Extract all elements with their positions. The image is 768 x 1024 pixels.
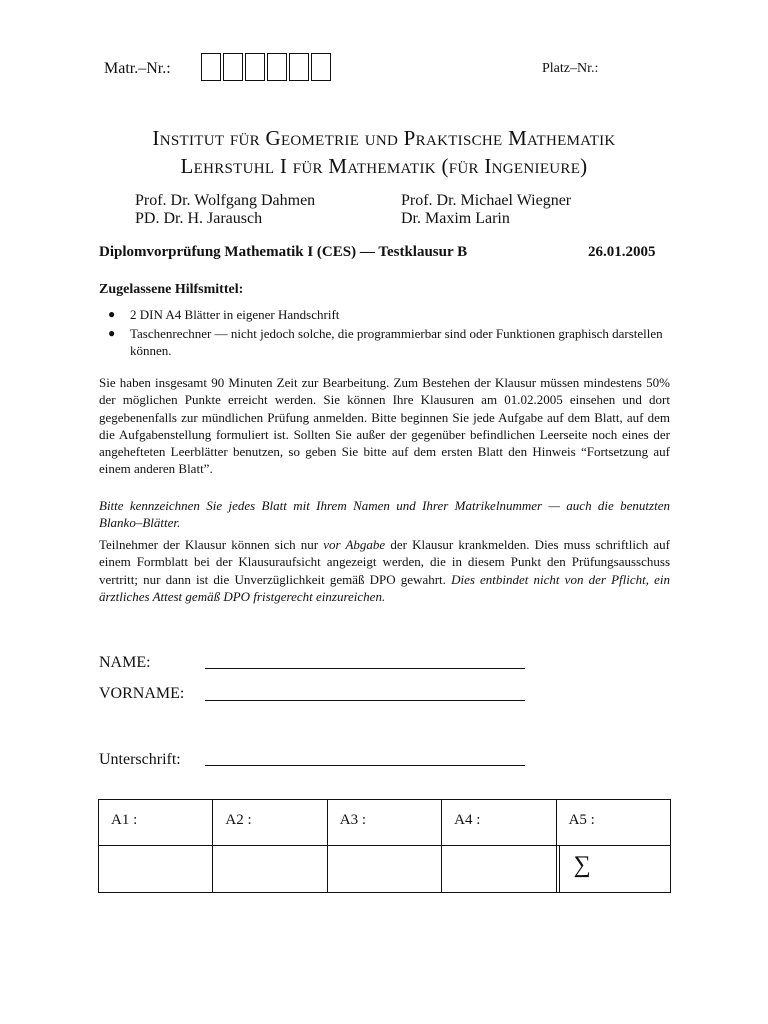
name-label: NAME: — [99, 654, 151, 671]
chair-title: Lehrstuhl I für Mathematik (für Ingenieure) — [180, 154, 588, 178]
table-row — [99, 800, 671, 846]
first-name-field[interactable] — [205, 700, 525, 701]
score-cell[interactable] — [213, 846, 327, 893]
professor-name: PD. Dr. H. Jarausch — [135, 210, 263, 227]
instructions-paragraph: Sie haben insgesamt 90 Minuten Zeit zur Bearbeitung. Zum Bestehen der Klausur müssen mindestens 50% der möglichen Punkte erreicht werden. Sie können Ihre Klausuren am 01.02.2005 einsehen und dort gegebenenfalls zur mündlichen Prüfung anmelden. Bitte beginnen Sie jede Aufgabe auf dem Blatt, auf dem die Aufgabenstellung formuliert ist. Sollten Sie außer der gegenüber befindlichen Leerseite noch eines der angehefteten Leerblätter benutzen, so geben Sie bitte auf dem ersten Blatt den Hinweis “Fortsetzung auf einem anderen Blatt”. — [99, 375, 670, 477]
score-header: A4 : — [442, 800, 556, 846]
aids-heading: Zugelassene Hilfsmittel: — [99, 282, 244, 297]
list-item-text: Taschenrechner — nicht jedoch solche, die programmierbar sind oder Funktionen graphisch darstellen können. — [130, 326, 663, 358]
professor-name: Prof. Dr. Wolfgang Dahmen — [135, 192, 316, 209]
score-cell[interactable] — [442, 846, 556, 893]
professors-left — [135, 192, 315, 228]
emphasis-text: vor Abgabe — [323, 537, 386, 552]
table-row — [99, 846, 671, 893]
matrikel-digit-box[interactable] — [267, 53, 287, 81]
institute-title: Institut für Geometrie und Praktische Mathematik — [152, 126, 616, 150]
score-cell[interactable] — [327, 846, 441, 893]
professor-name: Dr. Maxim Larin — [401, 210, 510, 227]
bullet-icon: ● — [108, 307, 116, 321]
platz-label: Platz–Nr.: — [542, 61, 599, 76]
professors-right — [401, 192, 571, 228]
list-item-text: 2 DIN A4 Blätter in eigener Handschrift — [130, 307, 340, 322]
score-table — [98, 799, 671, 893]
sick-note-paragraph — [99, 536, 670, 605]
score-header: A3 : — [327, 800, 441, 846]
first-name-label: VORNAME: — [99, 685, 185, 702]
bullet-icon: ● — [108, 326, 116, 340]
score-cell[interactable] — [99, 846, 213, 893]
name-field[interactable] — [205, 668, 525, 669]
professor-name: Prof. Dr. Michael Wiegner — [401, 192, 572, 209]
sigma-icon: ∑ — [573, 852, 591, 878]
matrikel-digit-box[interactable] — [223, 53, 243, 81]
matrikel-digit-box[interactable] — [245, 53, 265, 81]
matrikel-digit-box[interactable] — [201, 53, 221, 81]
aids-list — [108, 306, 673, 361]
exam-title: Diplomvorprüfung Mathematik I (CES) — Testklausur B — [99, 244, 468, 260]
matrikel-digit-box[interactable] — [289, 53, 309, 81]
signature-field[interactable] — [205, 765, 525, 766]
exam-date: 26.01.2005 — [588, 244, 656, 260]
signature-label: Unterschrift: — [99, 751, 181, 768]
matrikel-digit-box[interactable] — [311, 53, 331, 81]
score-header: A5 : — [556, 800, 670, 846]
emphasis-text: Dies entbindet nicht von der Pflicht, ein ärztliches Attest gemäß DPO fristgerecht einzureichen. — [99, 571, 670, 604]
list-item — [108, 306, 673, 323]
score-header: A2 : — [213, 800, 327, 846]
labeling-note: Bitte kennzeichnen Sie jedes Blatt mit Ihrem Namen und Ihrer Matrikelnummer — auch die benutzten Blanko–Blätter. — [99, 498, 670, 531]
sum-cell[interactable] — [556, 846, 670, 893]
text-span: der Klausur krankmelden. Dies muss schriftlich auf einem Formblatt bei der Klausuraufsicht angezeigt werden, die in diesem Punkt den Prüfungsausschuss vertritt; nur dann ist die Unverzüglichkeit gemäß DPO gewahrt. — [99, 537, 671, 587]
matrikel-label: Matr.–Nr.: — [104, 60, 171, 77]
score-header: A1 : — [99, 800, 213, 846]
divider — [559, 846, 560, 892]
list-item — [108, 325, 673, 359]
matrikel-boxes — [201, 53, 331, 81]
text-span: Teilnehmer der Klausur können sich nur — [99, 537, 324, 552]
